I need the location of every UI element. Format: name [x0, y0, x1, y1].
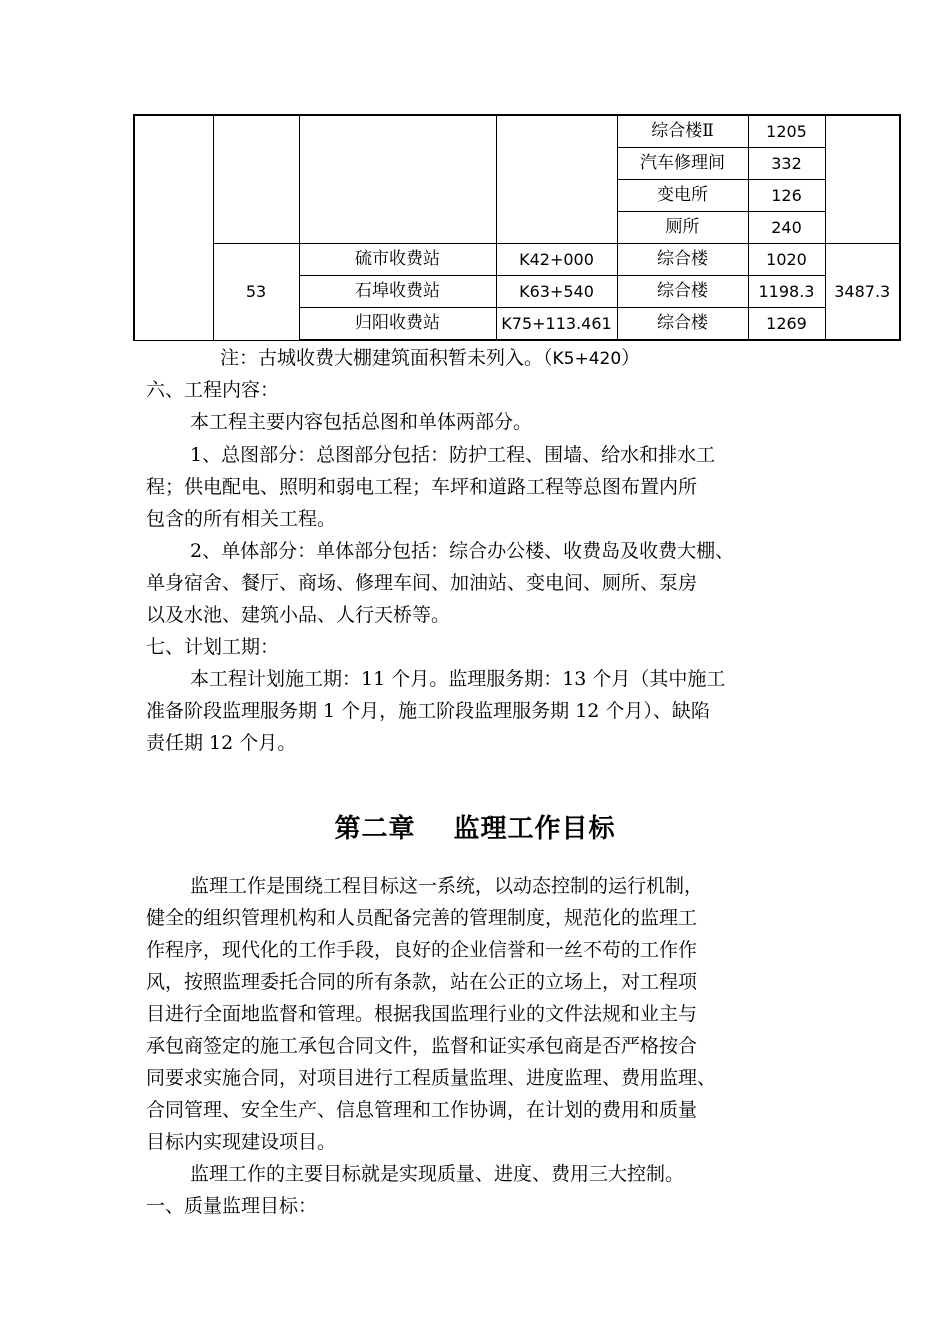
table-cell-chainage: K63+540 [496, 276, 617, 308]
section6-p1-line: 程；供电配电、照明和弱电工程；车坪和道路工程等总图布置内所 [146, 476, 698, 498]
table-cell-area: 1269 [748, 308, 825, 341]
table-cell-name: 硫市收费站 [299, 244, 496, 276]
table-cell-building: 变电所 [617, 180, 748, 212]
section6-heading: 六、工程内容： [146, 379, 280, 401]
table-cell-name [299, 115, 496, 244]
table-row [134, 244, 900, 276]
chapter-number: 第二章 [334, 814, 416, 844]
table-cell-name: 石埠收费站 [299, 276, 496, 308]
note-code: K5+420 [552, 349, 622, 369]
table-cell-name: 归阳收费站 [299, 308, 496, 341]
chapter2-sub1-heading: 一、质量监理目标： [146, 1195, 318, 1217]
table-cell-building: 综合楼 [617, 308, 748, 341]
table-cell-seq: 53 [213, 244, 299, 341]
section6-p1-line: 1、总图部分：总图部分包括：防护工程、围墙、给水和排水工 [190, 444, 716, 466]
section7-heading: 七、计划工期： [146, 636, 280, 658]
chapter2-p1-line: 目进行全面地监督和管理。根据我国监理行业的文件法规和业主与 [146, 1003, 698, 1025]
table-cell-chainage [496, 115, 617, 244]
table-cell-area: 126 [748, 180, 825, 212]
chapter-title: 监理工作目标 [453, 814, 616, 844]
table-cell-building: 汽车修理间 [617, 148, 748, 180]
chapter2-p1-line: 同要求实施合同，对项目进行工程质量监理、进度监理、费用监理、 [146, 1067, 717, 1089]
table-cell-building: 综合楼Ⅱ [617, 115, 748, 148]
chapter2-p1-line: 合同管理、安全生产、信息管理和工作协调，在计划的费用和质量 [146, 1099, 698, 1121]
section6-p2-line: 单身宿舍、餐厅、商场、修理车间、加油站、变电间、厕所、泵房 [146, 572, 698, 594]
table-cell-area: 1205 [748, 115, 825, 148]
section7-p-line: 本工程计划施工期：11 个月。监理服务期：13 个月（其中施工 [190, 668, 726, 690]
chapter2-p1-line: 健全的组织管理机构和人员配备完善的管理制度，规范化的监理工 [146, 907, 698, 929]
table-cell-chainage: K42+000 [496, 244, 617, 276]
table-cell-area: 332 [748, 148, 825, 180]
section7-p-line: 准备阶段监理服务期 1 个月，施工阶段监理服务期 12 个月）、缺陷 [146, 700, 710, 722]
section6-p2-line: 2、单体部分：单体部分包括：综合办公楼、收费岛及收费大棚、 [190, 540, 735, 562]
table-cell-building: 厕所 [617, 212, 748, 244]
table-row [134, 115, 900, 148]
table-cell-building: 综合楼 [617, 276, 748, 308]
chapter2-p1-line: 监理工作是围绕工程目标这一系统，以动态控制的运行机制， [190, 875, 704, 897]
section6-p1-line: 包含的所有相关工程。 [146, 508, 337, 530]
chapter2-p1-line: 承包商签定的施工承包合同文件，监督和证实承包商是否严格按合 [146, 1035, 698, 1057]
chapter2-p1-line: 作程序，现代化的工作手段，良好的企业信誉和一丝不苟的工作作 [146, 939, 698, 961]
table-cell-total: 3487.3 [825, 244, 900, 341]
table-cell-seq [213, 115, 299, 244]
section6-p2-line: 以及水池、建筑小品、人行天桥等。 [146, 604, 451, 626]
chapter-heading [0, 808, 950, 845]
section6-intro: 本工程主要内容包括总图和单体两部分。 [190, 411, 533, 433]
note-close: ） [621, 347, 641, 369]
table-cell-area: 1198.3 [748, 276, 825, 308]
table-cell-area: 1020 [748, 244, 825, 276]
table-cell-building: 综合楼 [617, 244, 748, 276]
chapter2-p1-line: 风，按照监理委托合同的所有条款，站在公正的立场上，对工程项 [146, 971, 698, 993]
section7-p-line: 责任期 12 个月。 [146, 732, 297, 754]
table-cell-total [825, 115, 900, 244]
table-cell-blank [134, 115, 213, 340]
table-cell-area: 240 [748, 212, 825, 244]
table-cell-chainage: K75+113.461 [496, 308, 617, 341]
note-text: 注：古城收费大棚建筑面积暂未列入。（ [220, 347, 553, 369]
chapter2-p2: 监理工作的主要目标就是实现质量、进度、费用三大控制。 [190, 1163, 685, 1185]
table-note [220, 342, 640, 375]
toll-station-table [133, 114, 901, 341]
chapter2-p1-line: 目标内实现建设项目。 [146, 1131, 337, 1153]
